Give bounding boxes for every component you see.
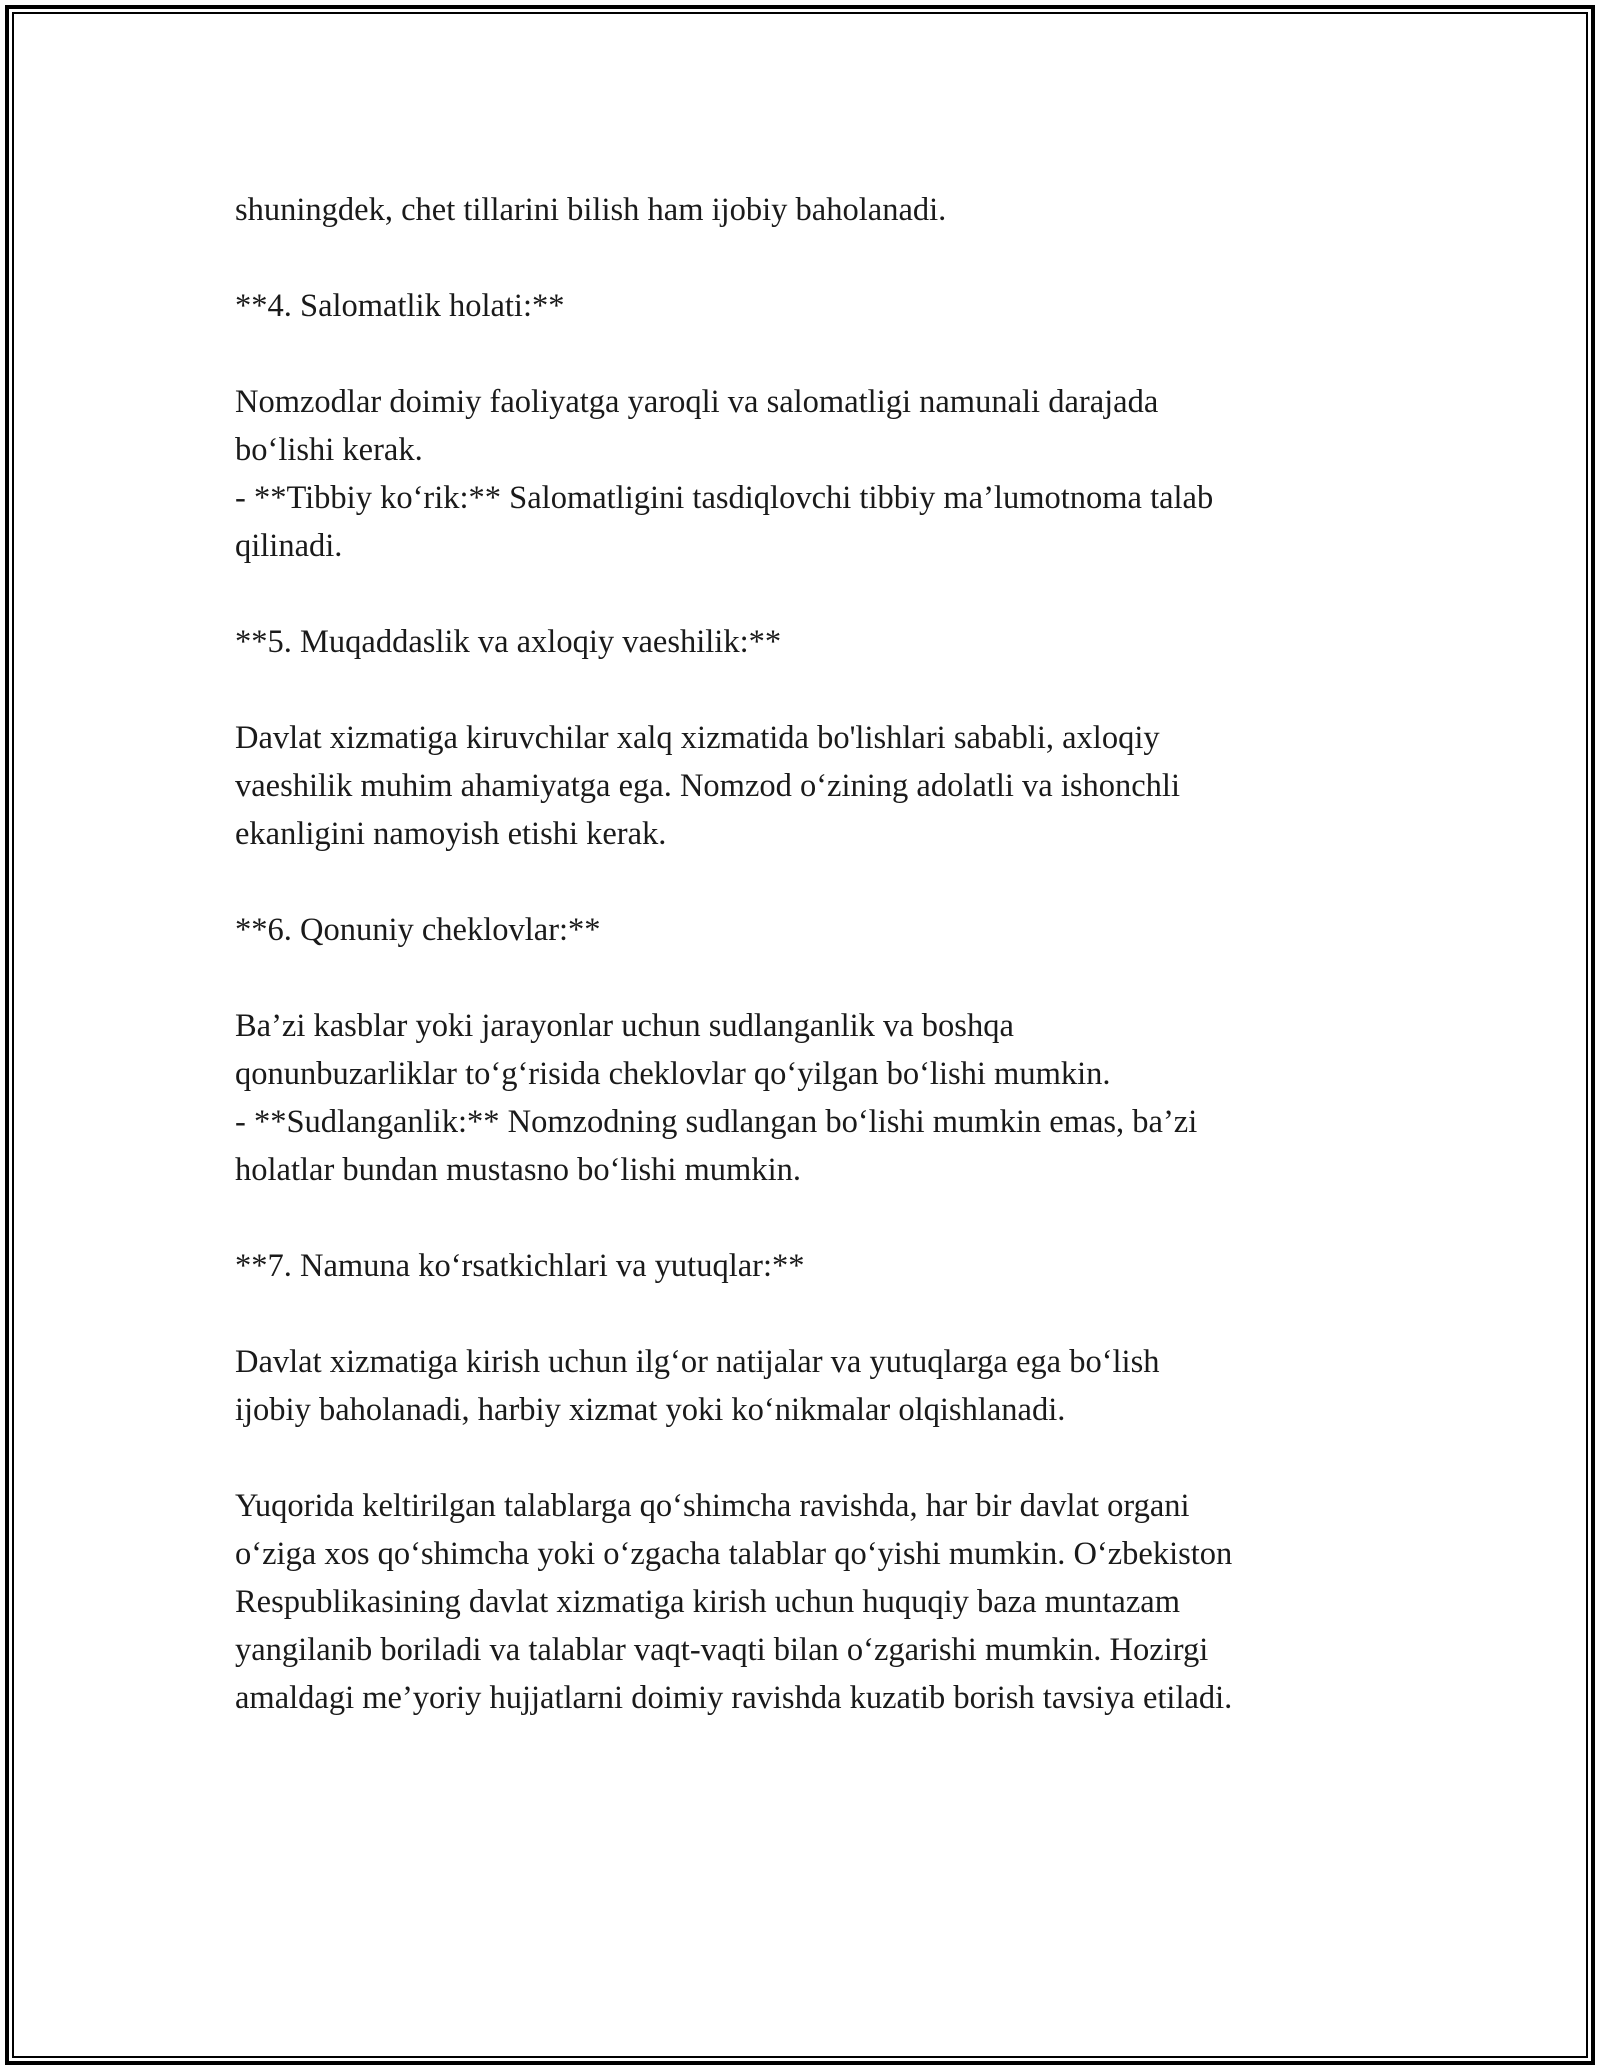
text-line: bo‘lishi kerak. bbox=[235, 432, 423, 468]
text-line: qilinadi. bbox=[235, 528, 343, 564]
text-line: o‘ziga xos qo‘shimcha yoki o‘zgacha talablar qo‘yishi mumkin. O‘zbekiston bbox=[235, 1536, 1233, 1572]
paragraph-section-6 bbox=[235, 1002, 1415, 1194]
text-line: shuningdek, chet tillarini bilish ham ijobiy baholanadi. bbox=[235, 192, 947, 228]
text-line: Davlat xizmatiga kiruvchilar xalq xizmatida bo'lishlari sababli, axloqiy bbox=[235, 720, 1160, 756]
text-line: Respublikasining davlat xizmatiga kirish uchun huquqiy baza muntazam bbox=[235, 1584, 1180, 1620]
text-line: ijobiy baholanadi, harbiy xizmat yoki ko‘nikmalar olqishlanadi. bbox=[235, 1392, 1066, 1428]
text-line: holatlar bundan mustasno bo‘lishi mumkin. bbox=[235, 1152, 801, 1188]
text-line: Yuqorida keltirilgan talablarga qo‘shimcha ravishda, har bir davlat organi bbox=[235, 1488, 1190, 1524]
section-heading: **6. Qonuniy cheklovlar:** bbox=[235, 912, 601, 948]
list-item-line: - **Tibbiy ko‘rik:** Salomatligini tasdiqlovchi tibbiy ma’lumotnoma talab bbox=[235, 480, 1214, 516]
text-line: Davlat xizmatiga kirish uchun ilg‘or natijalar va yutuqlarga ega bo‘lish bbox=[235, 1344, 1160, 1380]
document-body bbox=[235, 186, 1415, 1722]
paragraph-section-5 bbox=[235, 714, 1415, 858]
paragraph-conclusion bbox=[235, 1482, 1415, 1722]
heading-section-5 bbox=[235, 618, 1415, 666]
text-line: Nomzodlar doimiy faoliyatga yaroqli va salomatligi namunali darajada bbox=[235, 384, 1159, 420]
text-line: vaeshilik muhim ahamiyatga ega. Nomzod o‘zining adolatli va ishonchli bbox=[235, 768, 1180, 804]
list-item-line: - **Sudlanganlik:** Nomzodning sudlangan bo‘lishi mumkin emas, ba’zi bbox=[235, 1104, 1198, 1140]
text-line: qonunbuzarliklar to‘g‘risida cheklovlar qo‘yilgan bo‘lishi mumkin. bbox=[235, 1056, 1111, 1092]
paragraph-section-4 bbox=[235, 378, 1415, 570]
paragraph-section-7 bbox=[235, 1338, 1415, 1434]
text-line: Ba’zi kasblar yoki jarayonlar uchun sudlanganlik va boshqa bbox=[235, 1008, 1014, 1044]
heading-section-4 bbox=[235, 282, 1415, 330]
heading-section-7 bbox=[235, 1242, 1415, 1290]
section-heading: **5. Muqaddaslik va axloqiy vaeshilik:** bbox=[235, 624, 782, 660]
text-line: yangilanib boriladi va talablar vaqt-vaqti bilan o‘zgarishi mumkin. Hozirgi bbox=[235, 1632, 1209, 1668]
paragraph-intro-continuation bbox=[235, 186, 1415, 234]
text-line: ekanligini namoyish etishi kerak. bbox=[235, 816, 667, 852]
heading-section-6 bbox=[235, 906, 1415, 954]
section-heading: **4. Salomatlik holati:** bbox=[235, 288, 565, 324]
section-heading: **7. Namuna ko‘rsatkichlari va yutuqlar:** bbox=[235, 1248, 805, 1284]
text-line: amaldagi me’yoriy hujjatlarni doimiy ravishda kuzatib borish tavsiya etiladi. bbox=[235, 1680, 1233, 1716]
